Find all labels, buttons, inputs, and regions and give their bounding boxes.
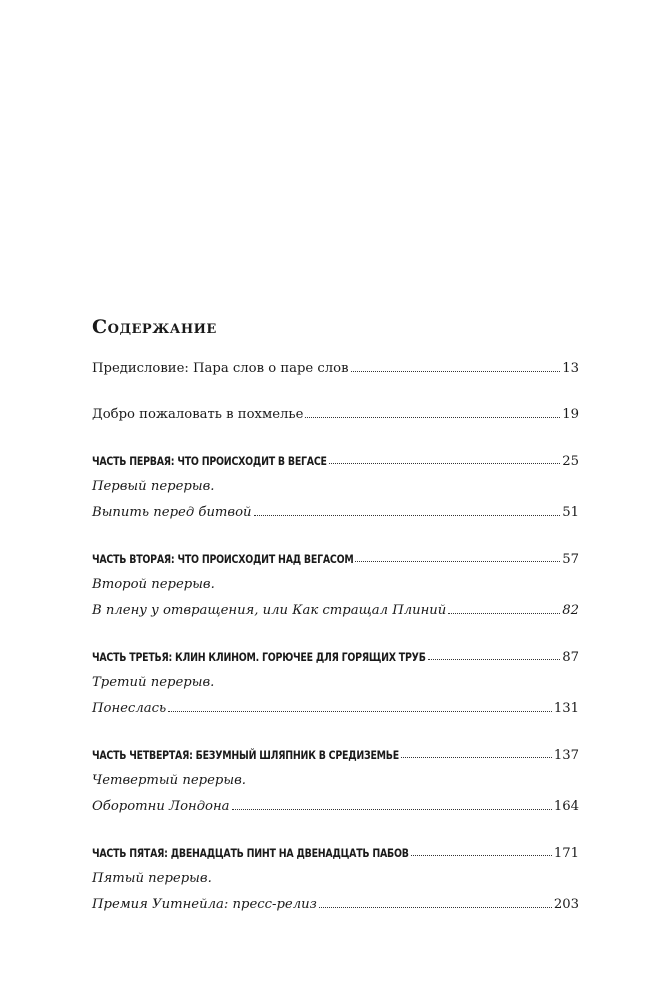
toc-page-number: 13 bbox=[562, 361, 579, 376]
toc-page-number: 19 bbox=[562, 407, 579, 422]
toc-page-number: 82 bbox=[562, 603, 579, 618]
toc-entry-label: В плену у отвращения, или Как стращал Плиний bbox=[92, 603, 447, 618]
toc-break-title: Четвертый перерыв. bbox=[92, 773, 246, 788]
dot-leader bbox=[351, 370, 561, 372]
toc-part-label: ЧАСТЬ ЧЕТВЕРТАЯ: БЕЗУМНЫЙ ШЛЯПНИК В СРЕДИЗЕМЬЕ bbox=[92, 748, 399, 762]
toc-entry-part-1[interactable] bbox=[92, 448, 579, 474]
toc-entry-break-3[interactable] bbox=[92, 696, 579, 722]
toc-page-number: 164 bbox=[553, 799, 579, 814]
toc-page-number: 137 bbox=[553, 748, 579, 763]
toc-entry-part-3[interactable] bbox=[92, 644, 579, 670]
toc-page-number: 51 bbox=[562, 505, 579, 520]
toc-page-number: 131 bbox=[553, 701, 579, 716]
toc-page-number: 203 bbox=[553, 897, 579, 912]
dot-leader bbox=[401, 756, 552, 758]
toc-entry-part-5[interactable] bbox=[92, 840, 579, 866]
toc-entry-label: Предисловие: Пара слов о паре слов bbox=[92, 361, 349, 376]
toc-break-title: Третий перерыв. bbox=[92, 675, 215, 690]
table-of-contents bbox=[92, 314, 579, 918]
toc-part-label: ЧАСТЬ ТРЕТЬЯ: КЛИН КЛИНОМ. ГОРЮЧЕЕ ДЛЯ ГОРЯЩИХ ТРУБ bbox=[92, 650, 426, 664]
toc-break-title: Первый перерыв. bbox=[92, 479, 215, 494]
toc-entry-label: Оборотни Лондона bbox=[92, 799, 230, 814]
toc-entry-label: Добро пожаловать в похмелье bbox=[92, 407, 304, 422]
dot-leader bbox=[319, 906, 552, 908]
toc-page-number: 57 bbox=[562, 552, 579, 567]
dot-leader bbox=[305, 416, 560, 418]
toc-entry-part-4[interactable] bbox=[92, 742, 579, 768]
dot-leader bbox=[232, 808, 552, 810]
dot-leader bbox=[254, 514, 561, 516]
toc-entry-label: Выпить перед битвой bbox=[92, 505, 252, 520]
dot-leader bbox=[355, 560, 560, 562]
toc-entry-label: Понеслась bbox=[92, 701, 167, 716]
toc-entry-break-4[interactable] bbox=[92, 794, 579, 820]
toc-part-label: ЧАСТЬ ПЕРВАЯ: ЧТО ПРОИСХОДИТ В ВЕГАСЕ bbox=[92, 454, 327, 468]
dot-leader bbox=[448, 612, 560, 614]
toc-part-label: ЧАСТЬ ВТОРАЯ: ЧТО ПРОИСХОДИТ НАД ВЕГАСОМ bbox=[92, 552, 354, 566]
toc-page-number: 25 bbox=[562, 454, 579, 469]
dot-leader bbox=[168, 710, 552, 712]
toc-entry-welcome[interactable] bbox=[92, 402, 579, 428]
toc-entry-part-2[interactable] bbox=[92, 546, 579, 572]
toc-page-number: 171 bbox=[553, 846, 579, 861]
toc-break-title: Пятый перерыв. bbox=[92, 871, 212, 886]
dot-leader bbox=[428, 658, 561, 660]
toc-break-title: Второй перерыв. bbox=[92, 577, 215, 592]
dot-leader bbox=[329, 462, 560, 464]
toc-entry-label: Премия Уитнейла: пресс-релиз bbox=[92, 897, 317, 912]
toc-entry-preface[interactable] bbox=[92, 356, 579, 382]
toc-part-label: ЧАСТЬ ПЯТАЯ: ДВЕНАДЦАТЬ ПИНТ НА ДВЕНАДЦАТЬ ПАБОВ bbox=[92, 846, 409, 860]
toc-page-number: 87 bbox=[562, 650, 579, 665]
toc-title: Содержание bbox=[92, 316, 217, 338]
dot-leader bbox=[411, 854, 552, 856]
toc-entry-break-2[interactable] bbox=[92, 598, 579, 624]
toc-entry-break-1[interactable] bbox=[92, 500, 579, 526]
toc-entry-break-5[interactable] bbox=[92, 892, 579, 918]
